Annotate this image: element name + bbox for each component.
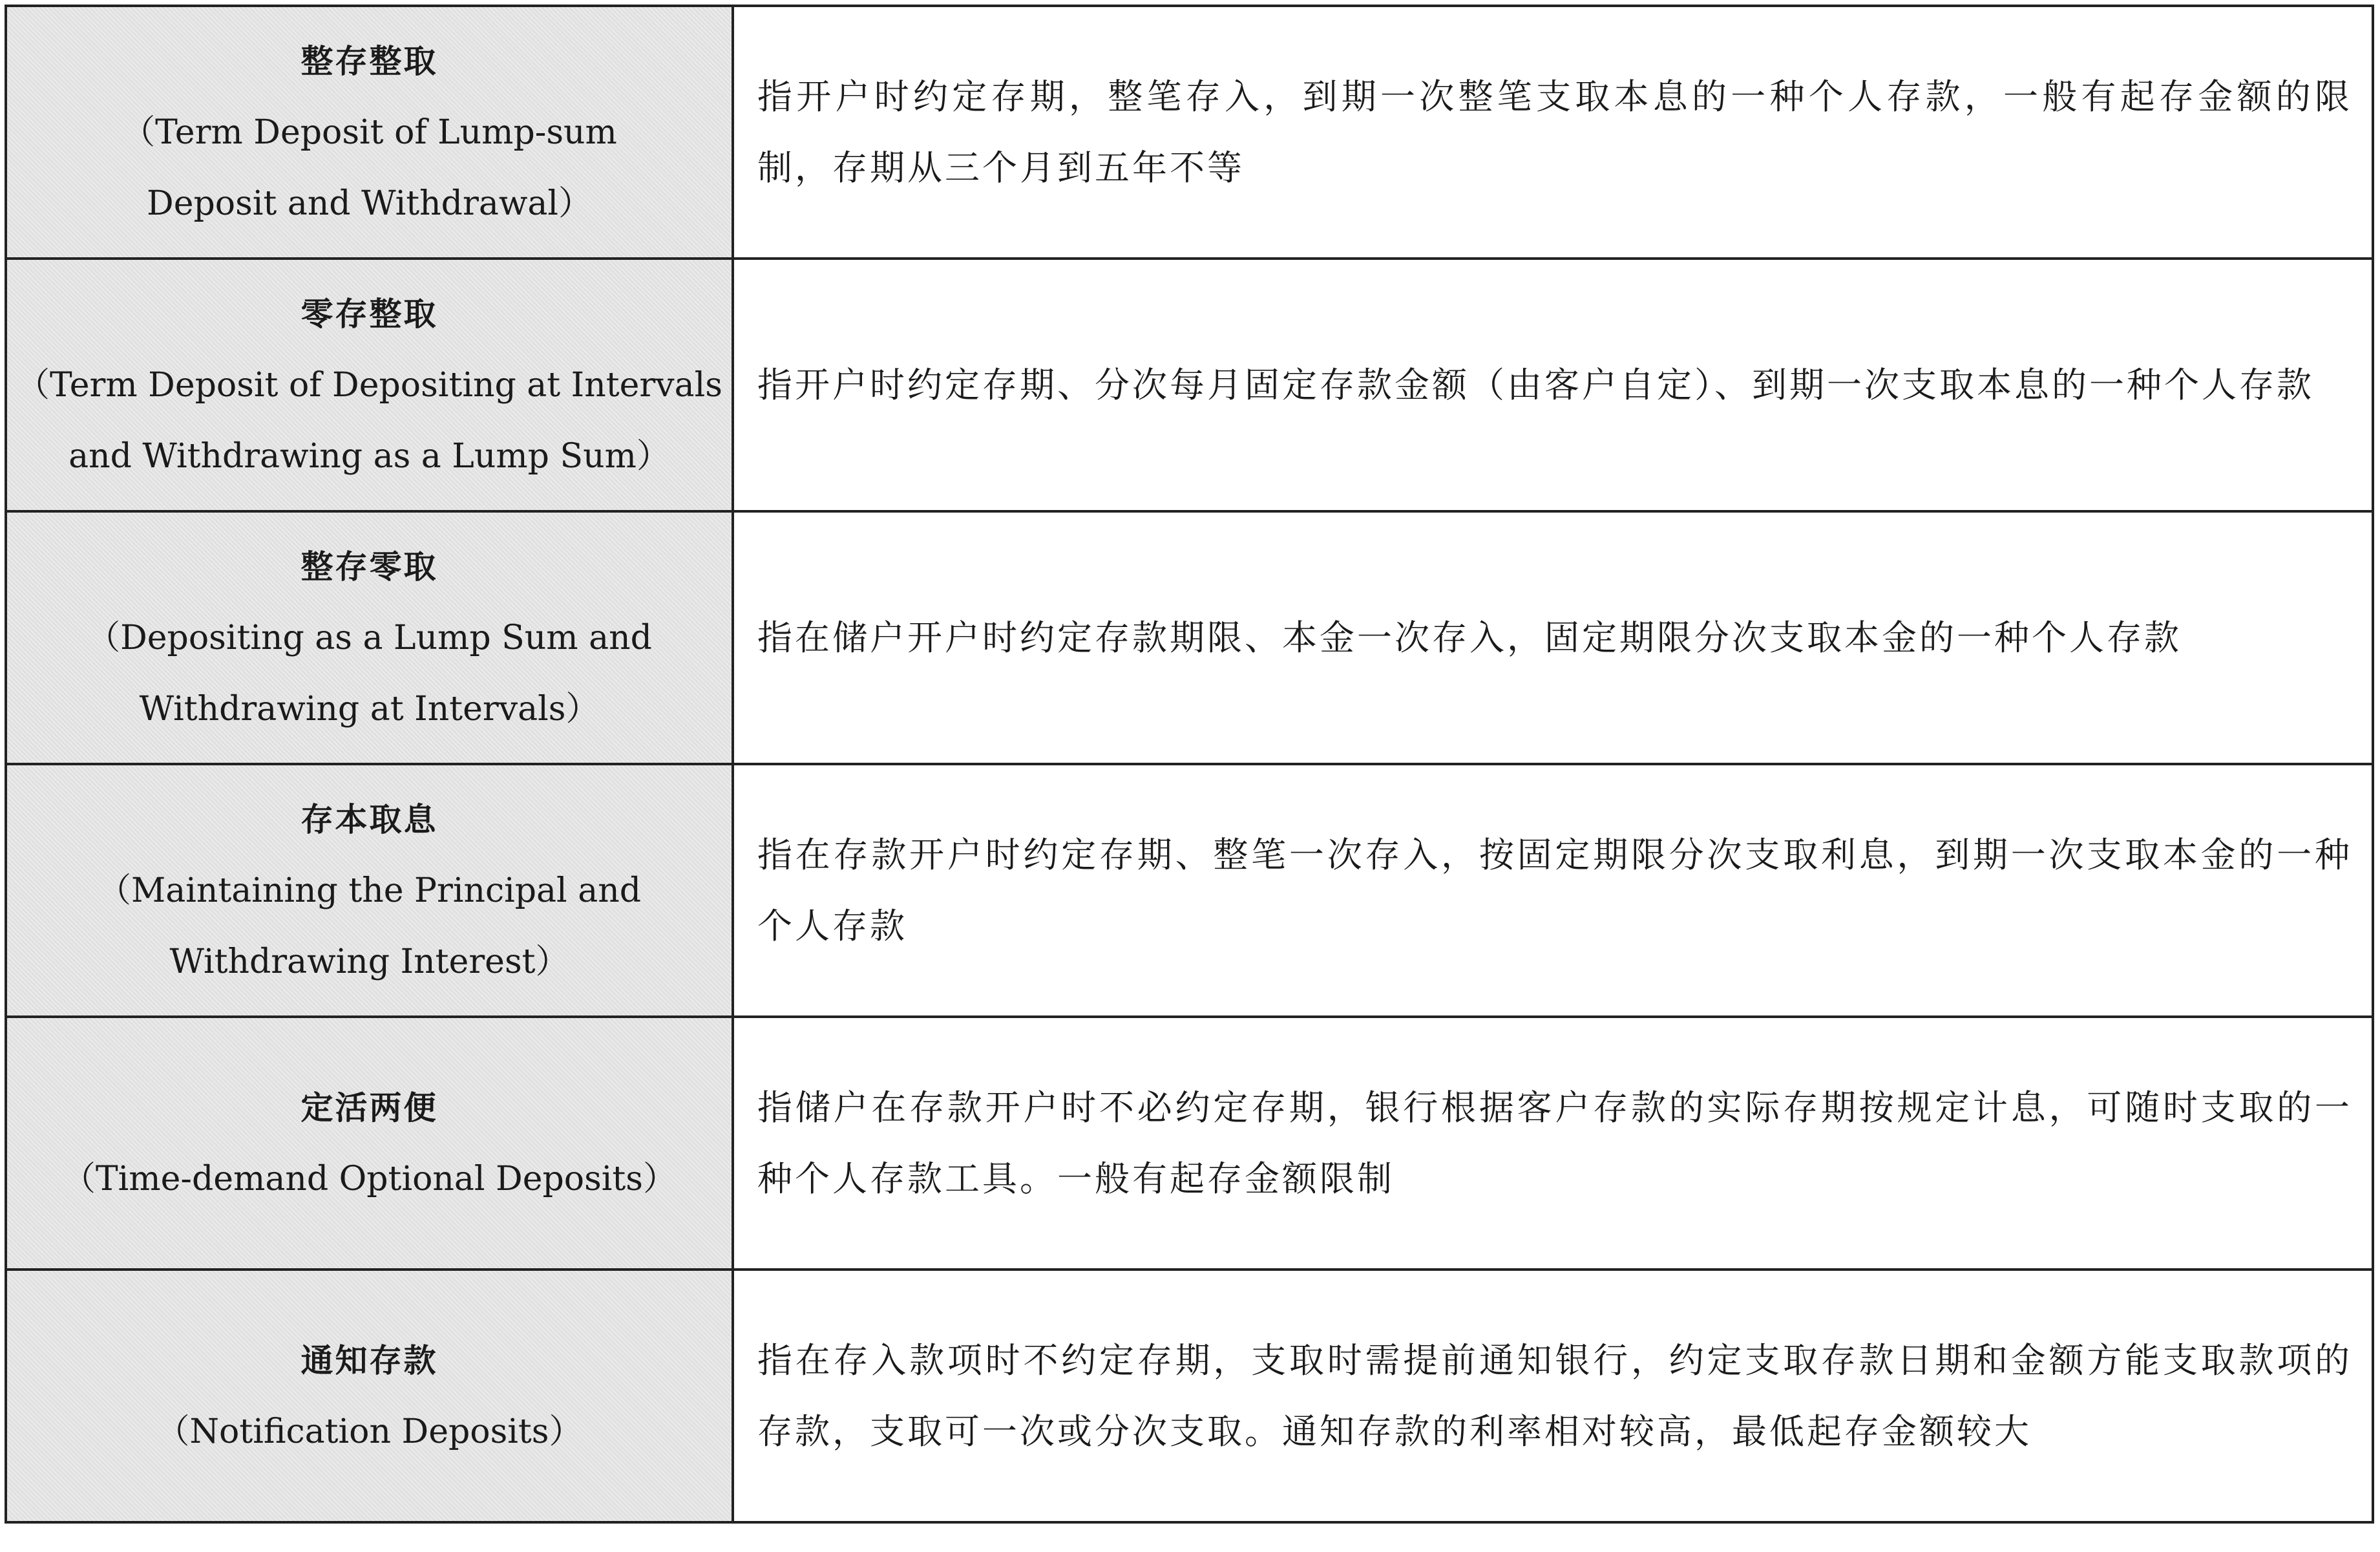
- deposit-description: 指储户在存款开户时不必约定存期，银行根据客户存款的实际存期按规定计息，可随时支取的一种个人存款工具。一般有起存金额限制: [757, 1087, 2352, 1199]
- deposit-type-name-cn: 整存整取: [300, 42, 438, 80]
- deposit-type-cell: [6, 1017, 733, 1270]
- deposit-type-cell: [6, 6, 733, 259]
- deposit-description-cell: [733, 6, 2373, 259]
- deposit-type-name-cn: 存本取息: [300, 800, 438, 838]
- table-row: [6, 6, 2373, 259]
- deposit-description: 指开户时约定存期，整笔存入，到期一次整笔支取本息的一种个人存款，一般有起存金额的限制，存期从三个月到五年不等: [757, 76, 2352, 188]
- table-row: [6, 511, 2373, 764]
- deposit-types-table: [5, 5, 2374, 1524]
- table-row: [6, 259, 2373, 511]
- deposit-type-cell: [6, 764, 733, 1017]
- deposit-type-name-en: Withdrawing Interest）: [169, 942, 569, 981]
- deposit-type-cell: [6, 511, 733, 764]
- deposit-description-cell: [733, 259, 2373, 511]
- deposit-type-name-en: （Notification Deposits）: [156, 1412, 583, 1451]
- deposit-type-name-cn: 通知存款: [300, 1341, 438, 1379]
- deposit-type-name-en: Deposit and Withdrawal）: [147, 184, 592, 223]
- deposit-type-name-en: （Time-demand Optional Deposits）: [61, 1159, 677, 1198]
- table-row: [6, 1017, 2373, 1270]
- deposit-type-name-cn: 整存零取: [300, 547, 438, 586]
- deposit-description-cell: [733, 1017, 2373, 1270]
- deposit-description: 指在储户开户时约定存款期限、本金一次存入，固定期限分次支取本金的一种个人存款: [757, 617, 2182, 658]
- table-row: [6, 1270, 2373, 1522]
- table-row: [6, 764, 2373, 1017]
- deposit-description-cell: [733, 764, 2373, 1017]
- deposit-description-cell: [733, 511, 2373, 764]
- deposit-type-cell: [6, 259, 733, 511]
- deposit-type-name-cn: 定活两便: [300, 1089, 438, 1127]
- deposit-type-cell: [6, 1270, 733, 1522]
- deposit-description: 指开户时约定存期、分次每月固定存款金额（由客户自定）、到期一次支取本息的一种个人存款: [757, 364, 2314, 405]
- deposit-type-name-cn: 零存整取: [300, 295, 438, 333]
- deposit-type-name-en: Withdrawing at Intervals）: [139, 689, 600, 728]
- deposit-type-name-en: （Maintaining the Principal and: [98, 871, 641, 910]
- deposit-description-cell: [733, 1270, 2373, 1522]
- deposit-type-name-en: （Term Deposit of Depositing at Intervals: [16, 365, 722, 405]
- deposit-description: 指在存入款项时不约定存期，支取时需提前通知银行，约定支取存款日期和金额方能支取款项的存款，支取可一次或分次支取。通知存款的利率相对较高，最低起存金额较大: [757, 1339, 2352, 1452]
- deposit-type-name-en: and Withdrawing as a Lump Sum）: [68, 436, 670, 476]
- deposit-description: 指在存款开户时约定存期、整笔一次存入，按固定期限分次支取利息，到期一次支取本金的一种个人存款: [757, 834, 2352, 946]
- deposit-type-name-en: （Depositing as a Lump Sum and: [87, 618, 652, 657]
- deposit-type-name-en: （Term Deposit of Lump-sum: [121, 112, 617, 152]
